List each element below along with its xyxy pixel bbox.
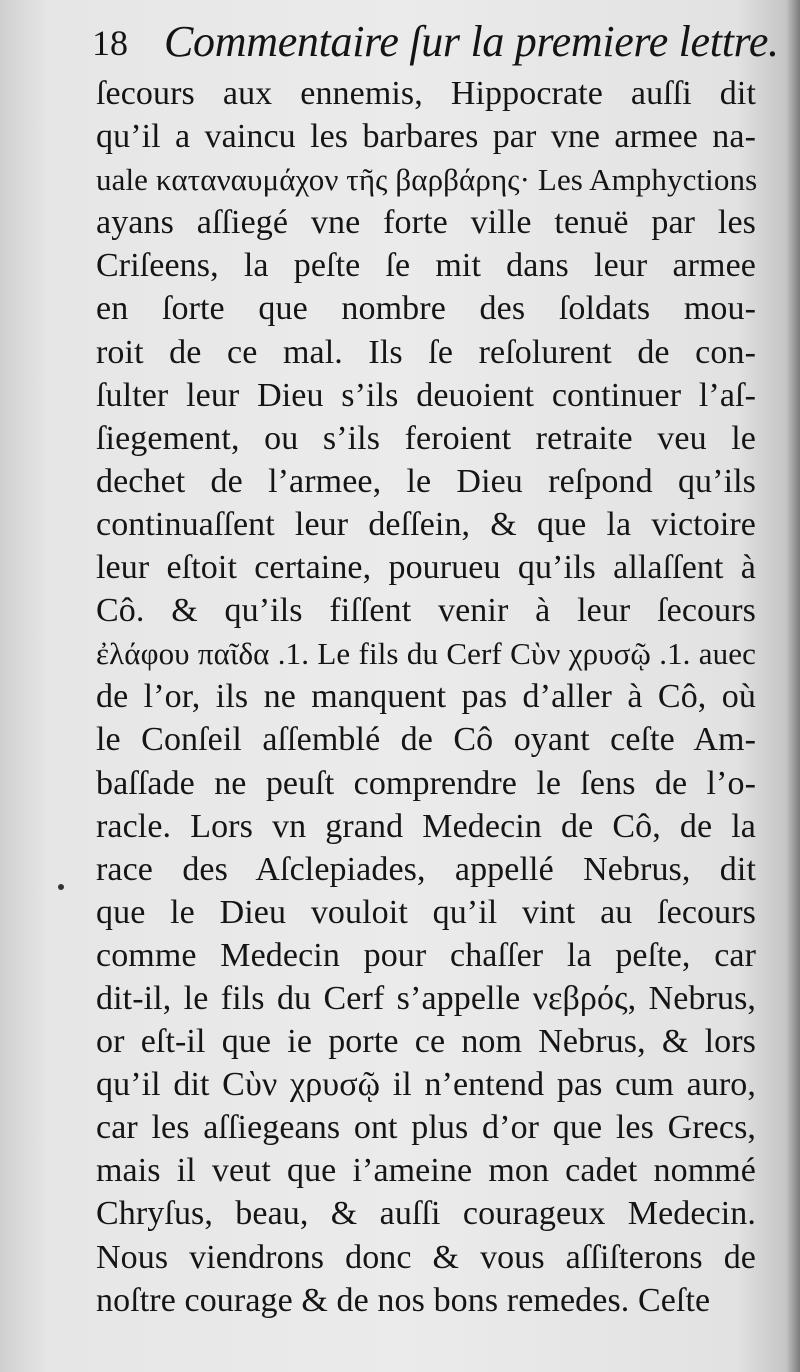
text-line: ſulter leur Dieu s’ils deuoient continuer l’aſ- bbox=[96, 376, 756, 414]
running-title: Commentaire ſur la premiere lettre. bbox=[164, 17, 779, 66]
ink-speck bbox=[58, 884, 64, 890]
text-line: ayans aſſiegé vne forte ville tenuë par les bbox=[96, 204, 756, 242]
text-line: leur eſtoit certaine, pourueu qu’ils allaſſent à bbox=[96, 549, 756, 587]
text-line: de l’or, ils ne manquent pas d’aller à Cô, où bbox=[96, 678, 756, 716]
text-line: qu’il a vaincu les barbares par vne armee na- bbox=[96, 118, 756, 156]
text-line: en ſorte que nombre des ſoldats mou- bbox=[96, 290, 756, 328]
body-text bbox=[96, 72, 756, 1322]
text-line: car les aſſiegeans ont plus d’or que les Grecs, bbox=[96, 1109, 756, 1147]
page-number: 18 bbox=[92, 23, 128, 63]
text-line: or eſt-il que ie porte ce nom Nebrus, & lors bbox=[96, 1023, 756, 1061]
text-line: race des Aſclepiades, appellé Nebrus, dit bbox=[96, 850, 756, 888]
text-line: ſiegement, ou s’ils feroient retraite veu le bbox=[96, 419, 756, 457]
text-line: comme Medecin pour chaſſer la peſte, car bbox=[96, 936, 756, 974]
book-spine-shadow bbox=[786, 0, 800, 1372]
text-line: mais il veut que i’ameine mon cadet nommé bbox=[96, 1152, 756, 1190]
text-line: continuaſſent leur deſſein, & que la victoire bbox=[96, 505, 756, 543]
text-line: que le Dieu vouloit qu’il vint au ſecours bbox=[96, 893, 756, 931]
text-line: Chryſus, beau, & auſſi courageux Medecin. bbox=[96, 1195, 756, 1233]
text-line: qu’il dit Cὺν χρυσῷ il n’entend pas cum auro, bbox=[96, 1066, 756, 1104]
text-line: noſtre courage & de nos bons remedes. Ceſte bbox=[96, 1281, 711, 1319]
text-line: ſecours aux ennemis, Hippocrate auſſi dit bbox=[96, 75, 756, 112]
text-line: Nous viendrons donc & vous aſſiſterons de bbox=[96, 1238, 756, 1276]
page-header bbox=[92, 14, 792, 74]
text-line: ἐλάφου παῖδα .1. Le fils du Cerf Cὺν χρυσῷ .1. auec bbox=[96, 636, 756, 672]
text-line: roit de ce mal. Ils ſe reſolurent de con- bbox=[96, 333, 756, 371]
text-line: dit-il, le fils du Cerf s’appelle νεβρός, Nebrus, bbox=[96, 979, 756, 1017]
text-line: Cô. & qu’ils fiſſent venir à leur ſecours bbox=[96, 592, 756, 630]
text-line: baſſade ne peuſt comprendre le ſens de l’o- bbox=[96, 764, 756, 802]
text-line: Criſeens, la peſte ſe mit dans leur armee bbox=[96, 247, 756, 285]
text-line: uale καταναυμάχον τῆς βαρβάρης· Les Amphyctions bbox=[96, 162, 758, 198]
text-line: racle. Lors vn grand Medecin de Cô, de la bbox=[96, 807, 756, 845]
text-line: dechet de l’armee, le Dieu reſpond qu’ils bbox=[96, 462, 756, 500]
text-line: le Conſeil aſſemblé de Cô oyant ceſte Am- bbox=[96, 721, 756, 759]
